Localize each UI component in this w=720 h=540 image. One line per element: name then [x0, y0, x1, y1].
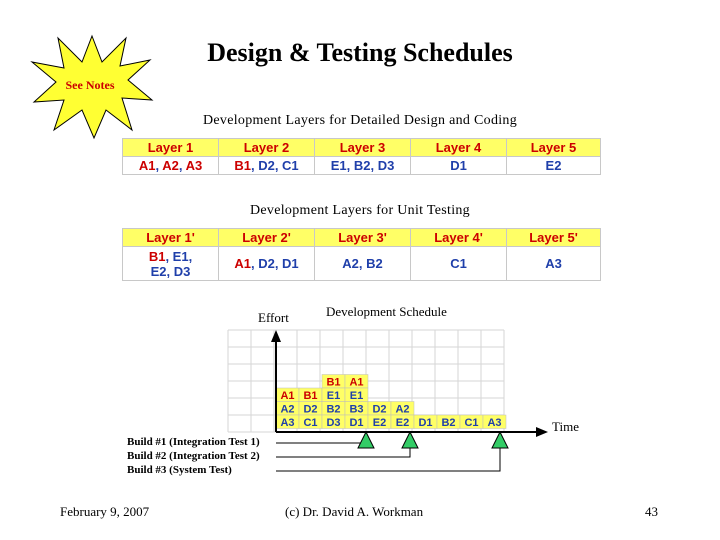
time-axis-arrow-icon [536, 427, 548, 437]
layer-unit: C1 [450, 256, 467, 271]
schedule-block-label: D1 [349, 417, 364, 429]
layer-unit: , [178, 158, 186, 173]
layer-unit: D3 [377, 158, 395, 173]
schedule-block-label: C1 [464, 417, 479, 429]
build-1-connector [276, 443, 366, 448]
schedule-block-label: D1 [418, 417, 433, 429]
layer-unit: , [155, 158, 163, 173]
schedule-block-label: B3 [349, 403, 364, 416]
schedule-block-label: B1 [303, 390, 318, 402]
layer-unit: , [370, 158, 378, 173]
layer-unit: A3 [545, 256, 562, 271]
table-header: Layer 4' [411, 229, 507, 247]
table-header: Layer 1' [123, 229, 219, 247]
build-3-milestone-icon [492, 432, 508, 448]
footer-author: (c) Dr. David A. Workman [285, 504, 424, 519]
layer-unit: , [165, 248, 173, 264]
layer-unit: , [274, 158, 283, 173]
footer-date: February 9, 2007 [60, 504, 150, 519]
build-3-label: Build #3 (System Test) [127, 464, 232, 476]
layer-unit: , [274, 256, 283, 271]
layer-unit: B2 [366, 256, 383, 271]
layer-unit: , [346, 158, 354, 173]
schedule-block-label: E1 [349, 390, 364, 402]
schedule-blocks [276, 375, 506, 430]
schedule-block-label: A3 [280, 417, 295, 429]
layer-unit: E2 [545, 158, 562, 173]
build-3-connector [276, 448, 500, 471]
layer-unit: A1 [234, 256, 251, 271]
build-2-label: Build #2 (Integration Test 2) [127, 450, 260, 462]
layer-unit: B1 [148, 248, 166, 264]
table-header: Layer 1 [123, 139, 219, 157]
layer-unit: A2 [342, 256, 359, 271]
schedule-block-label: B1 [326, 376, 341, 389]
layer-unit: , [358, 256, 367, 271]
layer-unit: E1, [172, 248, 193, 264]
schedule-block-label: E2 [372, 417, 387, 429]
layer-unit: , [250, 256, 259, 271]
layer-unit: A3 [185, 158, 203, 173]
table-header: Layer 3' [315, 229, 411, 247]
layer-unit: E1 [330, 158, 347, 173]
page-number: 43 [645, 504, 658, 519]
schedule-block-label: B2 [441, 417, 456, 429]
schedule-block-label: E2 [395, 417, 410, 429]
layer-unit: D2 [258, 158, 275, 173]
schedule-block-label: A3 [487, 417, 502, 429]
layer-unit: A1 [138, 158, 156, 173]
build-2-milestone-icon [402, 432, 418, 448]
slide-title: Design & Testing Schedules [207, 38, 513, 67]
table-header: Layer 4 [411, 139, 507, 157]
table-header: Layer 5 [507, 139, 601, 157]
layer-unit: A2 [162, 158, 179, 173]
table-header: Layer 2' [219, 229, 315, 247]
layer-unit: C1 [282, 158, 299, 173]
build-2-connector [276, 448, 410, 457]
table-header: Layer 2 [219, 139, 315, 157]
design-table-caption: Development Layers for Detailed Design and Coding [202, 113, 518, 128]
testing-table-caption: Development Layers for Unit Testing [250, 203, 470, 218]
schedule-title: Development Schedule [326, 304, 447, 319]
build-1-label: Build #1 (Integration Test 1) [127, 436, 260, 448]
build-1-milestone-icon [358, 432, 374, 448]
time-axis-label: Time [552, 419, 579, 434]
layer-unit: B2 [353, 158, 371, 173]
schedule-block-label: C1 [303, 417, 318, 429]
schedule-block-label: E1 [326, 390, 341, 402]
layer-unit: D1 [450, 158, 467, 173]
effort-axis-arrow-icon [271, 330, 281, 342]
schedule-block-label: D3 [326, 417, 341, 429]
layer-unit: D2 [258, 256, 275, 271]
table-header: Layer 5' [507, 229, 601, 247]
schedule-block-label: D2 [372, 403, 387, 416]
schedule-block-label: A2 [280, 403, 295, 416]
schedule-block-label: A2 [395, 403, 410, 416]
layer-unit: , [250, 158, 259, 173]
layer-unit: B1 [234, 158, 251, 173]
schedule-block-label: B2 [326, 403, 341, 416]
effort-axis-label: Effort [258, 310, 289, 325]
layer-unit: E2, D3 [150, 263, 191, 279]
layer-unit: D1 [282, 256, 299, 271]
table-header: Layer 3 [315, 139, 411, 157]
see-notes-label[interactable]: See Notes [65, 78, 115, 92]
schedule-block-label: D2 [303, 403, 318, 416]
schedule-block-label: A1 [349, 376, 364, 389]
schedule-block-label: A1 [280, 390, 295, 402]
